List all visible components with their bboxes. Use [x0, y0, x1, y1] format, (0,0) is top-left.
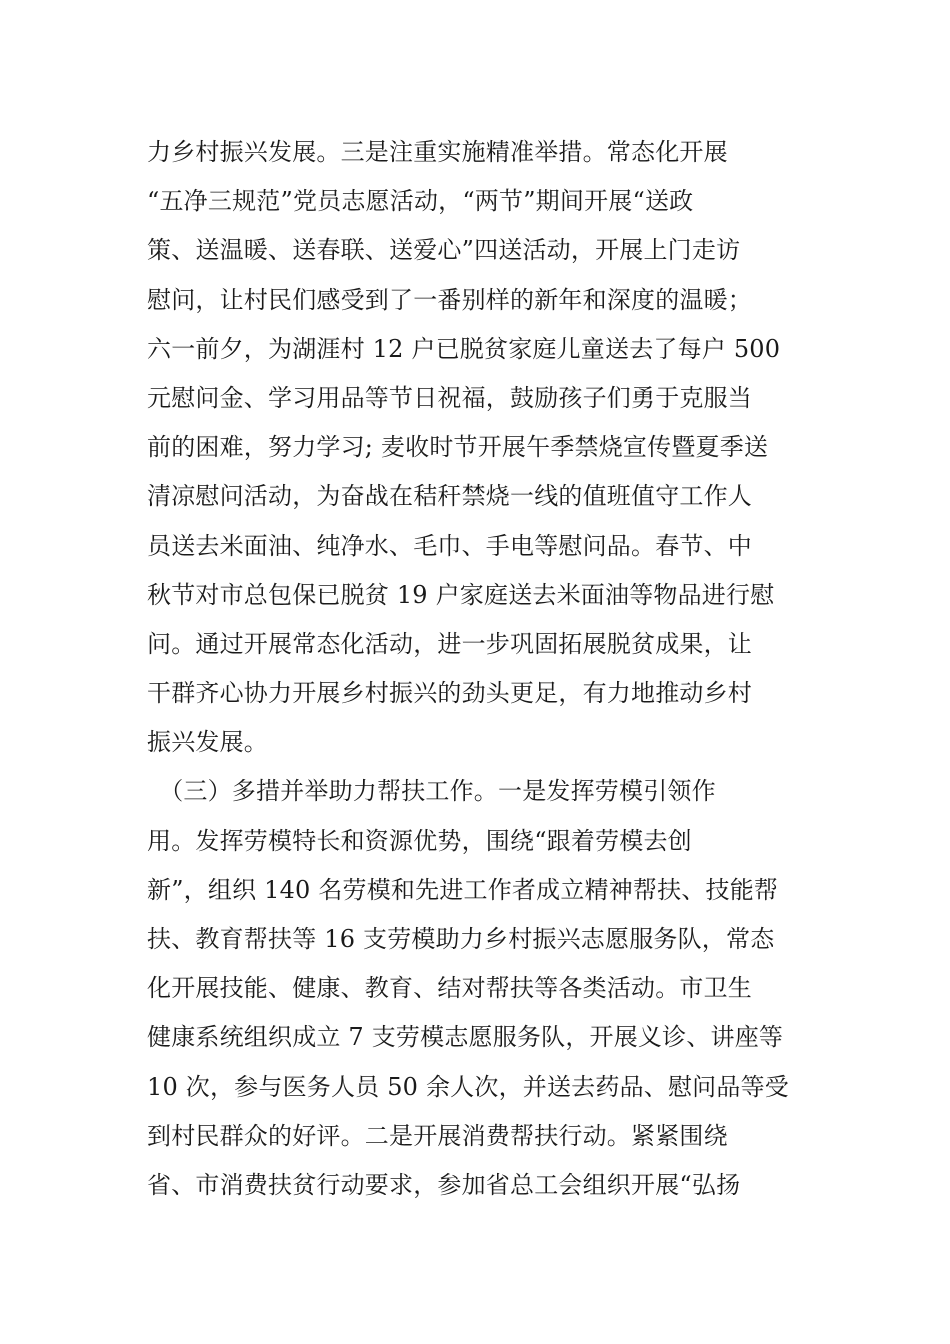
text-line: 新”，组织 140 名劳模和先进工作者成立精神帮扶、技能帮: [147, 875, 779, 904]
text-line: “五净三规范”党员志愿活动，“两节”期间开展“送政: [147, 187, 694, 216]
text-line: （三）多措并举助力帮扶工作。一是发挥劳模引领作: [147, 777, 716, 806]
body-text: [147, 128, 807, 1210]
text-line: 清凉慰问活动，为奋战在秸秆禁烧一线的值班值守工作人: [147, 482, 752, 511]
text-line: 秋节对市总包保已脱贫 19 户家庭送去米面油等物品进行慰: [147, 580, 775, 609]
text-line: 健康系统组织成立 7 支劳模志愿服务队，开展义诊、讲座等: [147, 1023, 784, 1052]
text-line: 到村民群众的好评。二是开展消费帮扶行动。紧紧围绕: [147, 1121, 728, 1150]
text-line: 前的困难，努力学习; 麦收时节开展午季禁烧宣传暨夏季送: [147, 433, 769, 462]
text-line: 干群齐心协力开展乡村振兴的劲头更足，有力地推动乡村: [147, 679, 752, 708]
text-line: 问。通过开展常态化活动，进一步巩固拓展脱贫成果，让: [147, 629, 752, 658]
text-line: 元慰问金、学习用品等节日祝福，鼓励孩子们勇于克服当: [147, 383, 752, 412]
text-line: 策、送温暖、送春联、送爱心”四送活动，开展上门走访: [147, 236, 741, 265]
text-line: 扶、教育帮扶等 16 支劳模助力乡村振兴志愿服务队，常态: [147, 925, 775, 953]
text-line: 员送去米面油、纯净水、毛巾、手电等慰问品。春节、中: [147, 531, 752, 560]
text-line: 10 次，参与医务人员 50 余人次，并送去药品、慰问品等受: [147, 1072, 789, 1101]
text-line: 力乡村振兴发展。三是注重实施精准举措。常态化开展: [147, 138, 728, 166]
text-line: 省、市消费扶贫行动要求，参加省总工会组织开展“弘扬: [147, 1170, 741, 1199]
text-line: 六一前夕，为湖涯村 12 户已脱贫家庭儿童送去了每户 500: [147, 334, 781, 363]
text-line: 慰问，让村民们感受到了一番别样的新年和深度的温暖；: [147, 285, 752, 314]
text-line: 用。发挥劳模特长和资源优势，围绕“跟着劳模去创: [147, 826, 692, 855]
text-line: 振兴发展。: [147, 728, 268, 757]
text-line: 化开展技能、健康、教育、结对帮扶等各类活动。市卫生: [147, 974, 752, 1003]
